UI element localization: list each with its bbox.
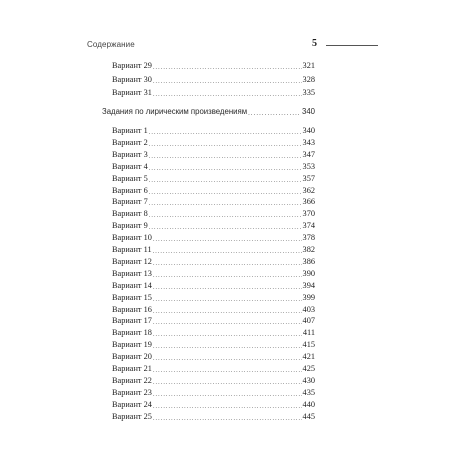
toc-entry[interactable]	[112, 137, 315, 148]
toc-entry-page: 399	[302, 292, 315, 302]
toc-entry-label: Вариант 31	[112, 88, 152, 97]
toc-entry-label: Вариант 8	[112, 209, 148, 219]
toc-entry-label: Вариант 15	[112, 292, 152, 302]
dot-leader	[153, 414, 302, 425]
dot-leader	[153, 77, 302, 88]
toc-entry-page: 435	[302, 387, 315, 397]
toc-entry[interactable]	[112, 125, 315, 136]
toc-entry[interactable]	[112, 74, 315, 85]
toc-entry-page: 425	[302, 364, 315, 373]
dot-leader	[248, 109, 301, 120]
toc-entry-label: Вариант 1	[112, 126, 148, 135]
toc-entry[interactable]	[112, 399, 315, 410]
toc-entry-label: Вариант 29	[112, 61, 152, 70]
toc-entry-page: 370	[302, 209, 315, 219]
toc-entry-label: Вариант 6	[112, 185, 148, 195]
toc-entry-page: 343	[302, 137, 315, 147]
toc-entry[interactable]	[112, 411, 315, 422]
toc-entry[interactable]	[112, 60, 315, 71]
page-number: 5	[312, 38, 317, 49]
toc-entry-label: Вариант 11	[112, 245, 152, 254]
toc-entry-label: Вариант 24	[112, 399, 152, 409]
toc-entry[interactable]	[112, 161, 315, 172]
toc-entry-page: 445	[302, 411, 315, 421]
toc-entry-label: Вариант 23	[112, 387, 152, 397]
toc-entry-label: Вариант 13	[112, 268, 152, 278]
toc-entry-page: 411	[302, 328, 315, 338]
toc-entry[interactable]	[112, 292, 315, 303]
toc-entry-label: Вариант 30	[112, 74, 152, 84]
toc-entry-label: Вариант 14	[112, 280, 152, 290]
toc-entry-page: 394	[302, 280, 315, 290]
toc-entry-label: Вариант 17	[112, 316, 152, 326]
toc-entry[interactable]	[112, 339, 315, 350]
toc-entry[interactable]	[112, 244, 315, 255]
toc-entry-page: 382	[302, 245, 315, 254]
toc-entry-label: Вариант 10	[112, 233, 152, 243]
toc-entry-label: Вариант 18	[112, 328, 152, 338]
toc-entry-page: 378	[302, 233, 315, 243]
toc-entry-page: 321	[302, 61, 315, 70]
toc-entry-label: Вариант 16	[112, 304, 152, 314]
toc-entry-page: 362	[302, 185, 315, 195]
toc-entry-page: 374	[302, 221, 315, 231]
toc-entry[interactable]	[112, 256, 315, 267]
toc-entry-page: 415	[302, 340, 315, 350]
toc-entry[interactable]	[112, 351, 315, 362]
toc-entry-label: Вариант 25	[112, 411, 152, 421]
toc-entry[interactable]	[112, 173, 315, 184]
toc-entry-page: 340	[301, 107, 315, 116]
toc-entry-page: 386	[302, 256, 315, 266]
toc-entry-label: Вариант 20	[112, 352, 152, 362]
header-rule	[326, 45, 378, 46]
dot-leader	[153, 63, 302, 74]
toc-entry-page: 390	[302, 268, 315, 278]
toc-entry[interactable]	[112, 315, 315, 326]
toc-entry-page: 366	[302, 197, 315, 207]
toc-entry-page: 407	[302, 316, 315, 326]
toc-entry-page: 421	[302, 352, 315, 362]
toc-entry[interactable]	[112, 232, 315, 243]
toc-entry-label: Вариант 12	[112, 256, 152, 266]
toc-entry-label: Вариант 5	[112, 173, 148, 183]
toc-entry-label: Вариант 3	[112, 149, 148, 159]
toc-entry-page: 357	[302, 173, 315, 183]
running-title: Содержание	[87, 40, 135, 49]
toc-entry-page: 340	[302, 126, 315, 135]
toc-entry[interactable]	[112, 268, 315, 279]
toc-entry-page: 328	[302, 74, 315, 84]
toc-entry-label: Вариант 9	[112, 221, 148, 231]
toc-entry-label: Вариант 4	[112, 161, 148, 171]
toc-entry-page: 347	[302, 149, 315, 159]
toc-entry[interactable]	[112, 327, 315, 338]
toc-entry[interactable]	[112, 363, 315, 374]
toc-entry[interactable]	[112, 280, 315, 291]
toc-entry-label: Вариант 7	[112, 197, 148, 207]
toc-entry-page: 440	[302, 399, 315, 409]
toc-entry-page: 353	[302, 161, 315, 171]
toc-entry-label: Вариант 22	[112, 375, 152, 385]
toc-section-entry[interactable]	[102, 106, 315, 117]
toc-entry-label: Вариант 19	[112, 340, 152, 350]
toc-entry[interactable]	[112, 149, 315, 160]
toc-entry[interactable]	[112, 185, 315, 196]
toc-entry[interactable]	[112, 304, 315, 315]
toc-entry[interactable]	[112, 375, 315, 386]
toc-section-label: Задания по лирическим произведениям	[102, 107, 248, 116]
toc-entry[interactable]	[112, 387, 315, 398]
toc-entry-label: Вариант 21	[112, 364, 152, 373]
toc-entry-label: Вариант 2	[112, 137, 148, 147]
toc-entry[interactable]	[112, 208, 315, 219]
dot-leader	[153, 90, 302, 101]
toc-entry[interactable]	[112, 196, 315, 207]
toc-entry-page: 403	[302, 304, 315, 314]
toc-entry[interactable]	[112, 87, 315, 98]
toc-entry-page: 335	[302, 88, 315, 97]
toc-entry-page: 430	[302, 375, 315, 385]
toc-entry[interactable]	[112, 220, 315, 231]
